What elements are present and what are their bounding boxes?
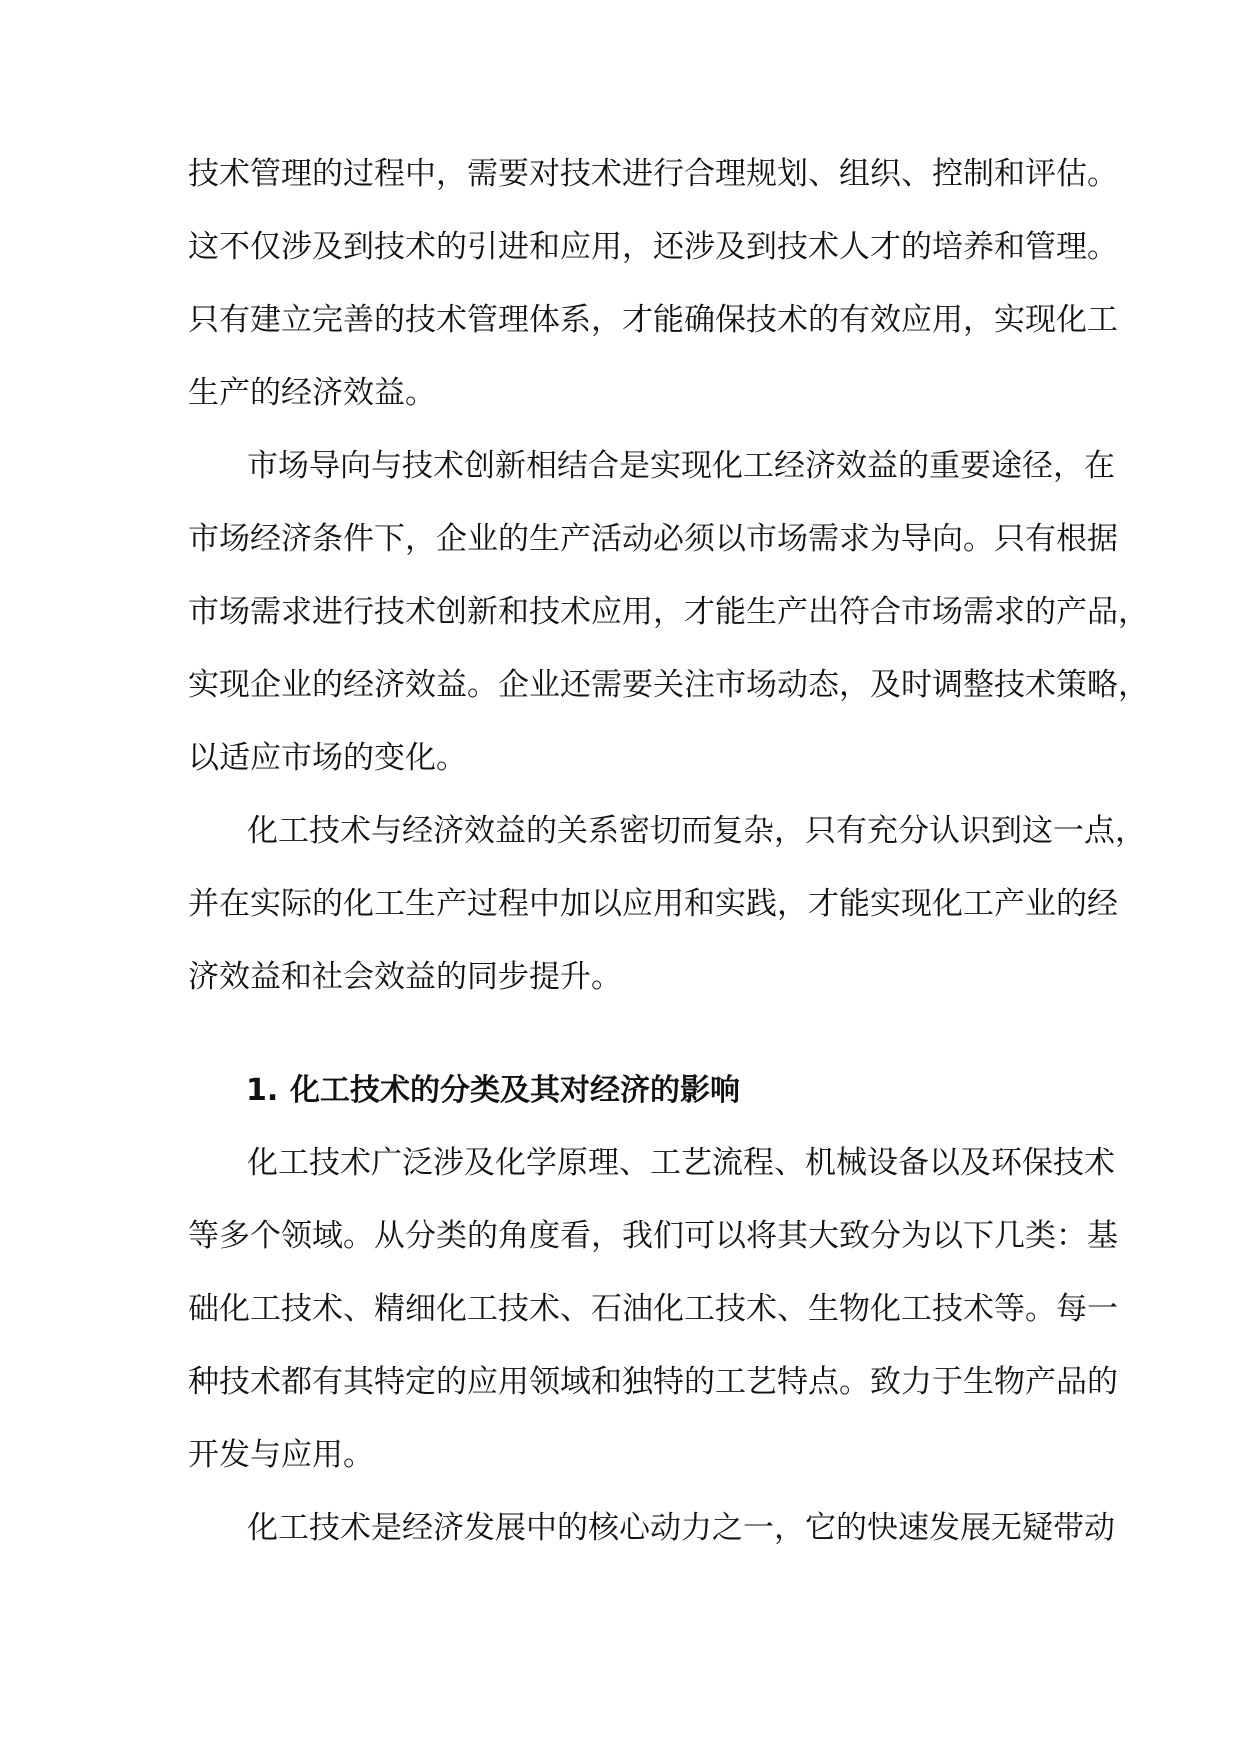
text-line: 技术管理的过程中，需要对技术进行合理规划、组织、控制和评估。 bbox=[188, 156, 1118, 192]
text-line: 市场导向与技术创新相结合是实现化工经济效益的重要途径，在 bbox=[247, 448, 1115, 484]
text-line: 实现企业的经济效益。企业还需要关注市场动态，及时调整技术策略， bbox=[188, 667, 1149, 703]
paragraph-3 bbox=[188, 795, 1146, 1014]
section-paragraph-2 bbox=[188, 1492, 1115, 1565]
text-line: 市场经济条件下，企业的生产活动必须以市场需求为导向。只有根据 bbox=[188, 521, 1118, 557]
text-line: 生产的经济效益。 bbox=[188, 375, 436, 411]
text-line: 以适应市场的变化。 bbox=[188, 740, 467, 776]
section-number: 1. bbox=[246, 1073, 279, 1108]
text-line: 化工技术是经济发展中的核心动力之一，它的快速发展无疑带动 bbox=[247, 1510, 1115, 1546]
section-gap bbox=[188, 1014, 1058, 1054]
section-paragraph-1 bbox=[188, 1127, 1118, 1492]
text-line: 化工技术与经济效益的关系密切而复杂，只有充分认识到这一点， bbox=[247, 813, 1146, 849]
text-line: 并在实际的化工生产过程中加以应用和实践，才能实现化工产业的经 bbox=[188, 886, 1118, 922]
text-line: 市场需求进行技术创新和技术应用，才能生产出符合市场需求的产品， bbox=[188, 594, 1149, 630]
text-line: 这不仅涉及到技术的引进和应用，还涉及到技术人才的培养和管理。 bbox=[188, 229, 1118, 265]
text-line: 开发与应用。 bbox=[188, 1437, 374, 1473]
paragraph-1 bbox=[188, 138, 1118, 430]
text-line: 础化工技术、精细化工技术、石油化工技术、生物化工技术等。每一 bbox=[188, 1291, 1118, 1327]
text-line: 种技术都有其特定的应用领域和独特的工艺特点。致力于生物产品的 bbox=[188, 1364, 1118, 1400]
paragraph-2 bbox=[188, 430, 1149, 795]
text-line: 只有建立完善的技术管理体系，才能确保技术的有效应用，实现化工 bbox=[188, 302, 1118, 338]
text-line: 等多个领域。从分类的角度看，我们可以将其大致分为以下几类：基 bbox=[188, 1218, 1118, 1254]
text-line: 化工技术广泛涉及化学原理、工艺流程、机械设备以及环保技术 bbox=[247, 1145, 1115, 1181]
text-line: 济效益和社会效益的同步提升。 bbox=[188, 959, 622, 995]
document-page bbox=[188, 138, 1149, 1565]
section-title: 化工技术的分类及其对经济的影响 bbox=[290, 1073, 740, 1108]
section-heading bbox=[188, 1054, 1058, 1127]
